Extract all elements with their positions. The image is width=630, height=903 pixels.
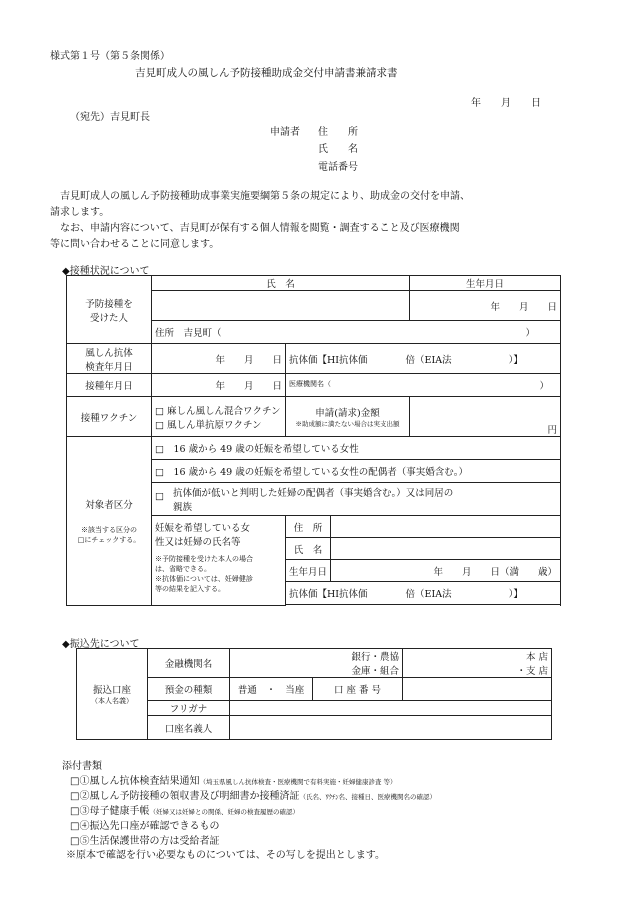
vaccine-option-rubella[interactable]: □ 風しん単抗原ワクチン [155, 419, 262, 431]
recipient-birth-cell[interactable]: 年 月 日 [410, 291, 561, 321]
target-note: ※該当する区分の [81, 526, 137, 534]
antibody-test-label: 風しん抗体 検査年月日 [67, 344, 152, 374]
vaccination-date[interactable]: 年 月 日 [152, 374, 286, 397]
intro-line-4: 等に問い合わせることに同意します。 [50, 239, 220, 250]
vaccination-table [66, 275, 561, 606]
bank-name-cell[interactable]: 銀行・農協 金庫・組合 [230, 649, 403, 678]
target-option-pregnant-family[interactable]: □ 抗体価が低いと判明した妊婦の配偶者（事実婚含む。）又は同居の 親族 [152, 483, 561, 516]
amount-note: ※助成額に満たない場合は実支出額 [295, 420, 400, 428]
account-number-label: 口 座 番 号 [313, 678, 403, 701]
intro-line-3: なお、申請内容について、吉見町が保有する個人情報を閲覧・調査すること及び医療機関 [50, 223, 460, 234]
attachment-note-3: （妊婦又は妊婦との関係、妊婦の検査履歴の確認） [149, 808, 299, 816]
bank-name-label: 金融機関名 [148, 649, 230, 678]
deposit-type-label: 預金の種類 [148, 678, 230, 701]
attachment-item-2[interactable]: □②風しん予防接種の領収書及び明細書か接種済証（氏名、ﾜｸﾁﾝ名、接種日、医療機関名の確認） [70, 791, 436, 802]
phone-label: 電話番号 [318, 162, 358, 173]
vaccine-label: 接種ワクチン [67, 397, 152, 437]
attachment-item-5[interactable]: □⑤生活保護世帯の方は受給者証 [70, 836, 220, 847]
form-number: 様式第１号（第５条関係） [50, 51, 170, 62]
furigana-cell[interactable] [230, 701, 552, 716]
intro-line-1: 吉見町成人の風しん予防接種助成事業実施要綱第５条の規定により、助成金の交付を申請、 [50, 191, 470, 202]
clinic-name-cell[interactable]: 医療機関名（ ） [286, 374, 561, 397]
name-label: 氏 名 [318, 144, 358, 155]
antibody-value[interactable]: 抗体価【HI抗体価 倍（EIA法 ）】 [286, 344, 561, 374]
recipient-label: 予防接種を 受けた人 [67, 276, 152, 344]
vaccine-option-mr[interactable]: □ 麻しん風しん混合ワクチン [155, 405, 281, 417]
amount-value[interactable]: 円 [410, 397, 561, 437]
pregnant-address-cell[interactable] [331, 516, 561, 538]
page-title: 吉見町成人の風しん予防接種助成金交付申請書兼請求書 [135, 67, 398, 79]
birth-header: 生年月日 [410, 276, 561, 291]
attachment-note-2: （氏名、ﾜｸﾁﾝ名、接種日、医療機関名の確認） [299, 793, 436, 801]
pregnant-address-label: 住 所 [286, 516, 331, 538]
branch-cell[interactable]: 本 店 ・支 店 [403, 649, 552, 678]
address-label: 住 所 [318, 127, 358, 138]
account-holder-label: 口座名義人 [148, 716, 230, 740]
transfer-table [76, 648, 552, 740]
addressee: （宛先）吉見町長 [70, 112, 150, 123]
pregnant-note: ※予防接種を受けた本人の場合 [155, 555, 253, 563]
attachments-footnote: ※原本で確認を行い必要なものについては、その写しを提出とします。 [66, 850, 385, 861]
pregnant-antibody-value[interactable]: 抗体価【HI抗体価 倍（EIA法 ）】 [286, 582, 561, 605]
target-option-spouse[interactable]: □ 16 歳から 49 歳の妊娠を希望している女性の配偶者（事実婚含む。） [152, 460, 561, 483]
pregnant-name-cell[interactable] [331, 538, 561, 560]
name-header: 氏 名 [152, 276, 410, 291]
amount-label-cell: 申請(請求)金額 ※助成額に満たない場合は実支出額 [286, 397, 410, 437]
account-number-cell[interactable] [403, 678, 552, 701]
furigana-label: フリガナ [148, 701, 230, 716]
account-label: 振込口座 （本人名義） [77, 649, 148, 740]
attachment-item-4[interactable]: □④振込先口座が確認できるもの [70, 821, 220, 832]
attachments-heading: 添付書類 [62, 761, 102, 772]
attachment-item-1[interactable]: □①風しん抗体検査結果通知（埼玉県風しん抗体検査・医療機関で有料実施・妊婦健康診査 等） [70, 776, 397, 787]
attachment-note-1: （埼玉県風しん抗体検査・医療機関で有料実施・妊婦健康診査 等） [199, 778, 397, 786]
attachment-item-3[interactable]: □③母子健康手帳（妊婦又は妊婦との関係、妊婦の検査履歴の確認） [70, 806, 299, 817]
vaccine-options[interactable] [152, 397, 286, 437]
applicant-label: 申請者 [270, 127, 300, 138]
pregnant-birth-label: 生年月日 [286, 560, 331, 582]
section-heading-vaccination: ◆接種状況について [62, 266, 150, 277]
target-label-cell: 対象者区分 ※該当する区分の □にチェックする。 [67, 437, 152, 606]
date-line: 年 月 日 [471, 98, 541, 109]
antibody-test-date[interactable]: 年 月 日 [152, 344, 286, 374]
account-holder-cell[interactable] [230, 716, 552, 740]
deposit-type-options[interactable]: 普通 ・ 当座 [230, 678, 313, 701]
intro-line-2: 請求します。 [50, 207, 110, 218]
recipient-address-cell[interactable]: 住所 吉見町（ ） [152, 321, 561, 344]
vaccination-date-label: 接種年月日 [67, 374, 152, 397]
pregnant-info-label: 妊娠を希望している女 性又は妊婦の氏名等 ※予防接種を受けた本人の場合 は、省略できる。 ※抗体価については、妊婦健診 等の結果を記入する。 [152, 516, 286, 606]
recipient-name-cell[interactable] [152, 291, 410, 321]
pregnant-name-label: 氏 名 [286, 538, 331, 560]
pregnant-birth-cell[interactable]: 年 月 日（満 歳） [331, 560, 561, 582]
target-option-woman[interactable]: □ 16 歳から 49 歳の妊娠を希望している女性 [152, 437, 561, 460]
section-heading-transfer: ◆振込先について [62, 639, 140, 650]
